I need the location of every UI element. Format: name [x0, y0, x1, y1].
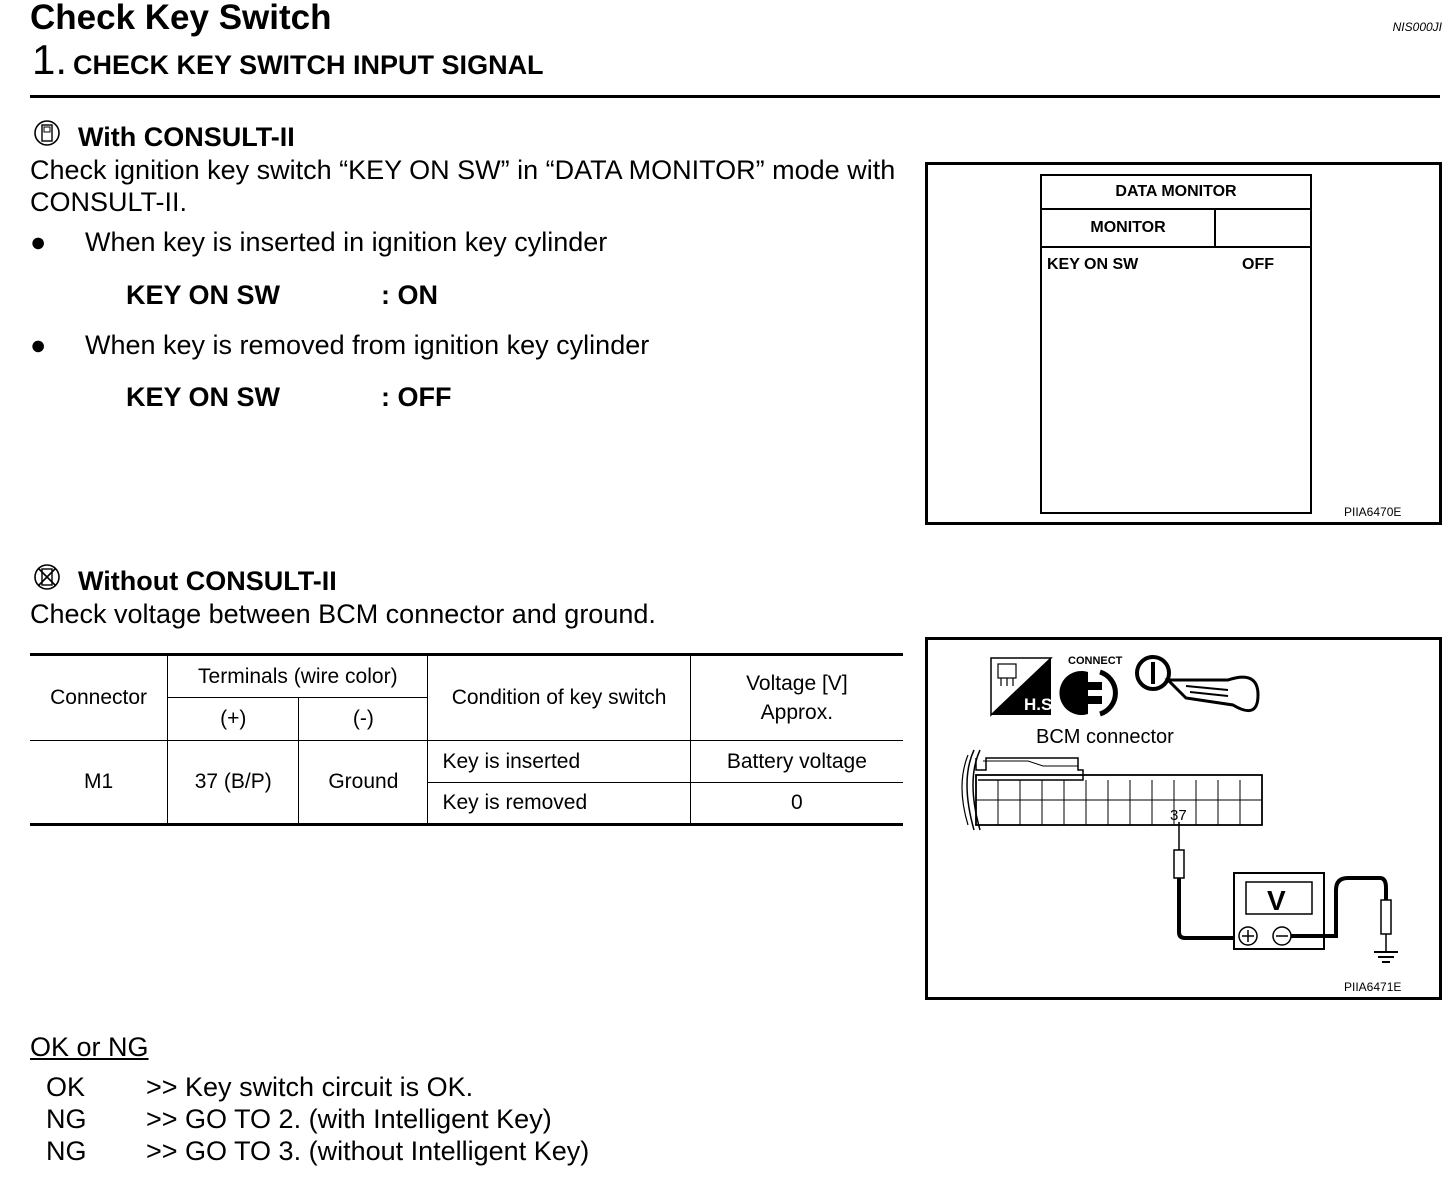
th-voltage [690, 655, 903, 741]
hs-label: H.S. [1024, 695, 1058, 714]
value-removed [126, 382, 451, 413]
page-title: Check Key Switch [30, 0, 332, 37]
bullet-inserted: ● When key is inserted in ignition key cylinder [30, 227, 608, 257]
th-connector: Connector [30, 655, 168, 741]
value-text: : ON [381, 280, 438, 310]
th-terminals: Terminals (wire color) [168, 655, 428, 698]
connect-label: CONNECT [1068, 655, 1123, 667]
no-consult-icon [32, 562, 62, 592]
th-condition: Condition of key switch [428, 655, 690, 741]
value-key: KEY ON SW [126, 382, 281, 412]
result-ok [46, 1072, 473, 1103]
monitor-item: KEY ON SW [1047, 256, 1139, 273]
bullet-removed: ● When key is removed from ignition key cylinder [30, 330, 650, 360]
bcm-diagram [928, 640, 1439, 997]
cell-plus: 37 (B/P) [168, 741, 299, 825]
monitor-column: MONITOR [1042, 210, 1216, 246]
cell-condition: Key is removed [428, 783, 690, 825]
value-text: : OFF [381, 382, 452, 412]
monitor-column-row [1042, 210, 1310, 248]
value-inserted [126, 280, 438, 311]
cell-connector: M1 [30, 741, 168, 825]
voltage-table [30, 653, 903, 826]
meter-label: V [1267, 885, 1286, 916]
step-title: CHECK KEY SWITCH INPUT SIGNAL [73, 50, 544, 80]
data-monitor-figure [925, 162, 1442, 525]
monitor-screen [1040, 174, 1312, 514]
th-minus: (-) [299, 698, 428, 741]
result-status: NG [46, 1136, 87, 1166]
consult-icon [32, 118, 62, 148]
th-plus: (+) [168, 698, 299, 741]
ignition-key-icon [1137, 657, 1258, 711]
divider [30, 95, 1440, 98]
figure-code: PIIA6471E [1344, 980, 1402, 994]
result-ng-no-intelligent [46, 1136, 589, 1167]
with-consult-instruction: Check ignition key switch “KEY ON SW” in “DATA MONITOR” mode with CONSULT-II. [30, 155, 896, 217]
result-status: NG [46, 1104, 87, 1134]
terminal-number: 37 [1170, 807, 1187, 824]
result-action: >> GO TO 2. (with Intelligent Key) [146, 1104, 552, 1134]
reference-code: NIS000JI [1392, 20, 1442, 34]
without-consult-heading: Without CONSULT-II [78, 566, 337, 596]
result-heading: OK or NG [30, 1032, 149, 1062]
bcm-figure [925, 637, 1442, 1000]
step-heading [32, 36, 544, 84]
cell-minus: Ground [299, 741, 428, 825]
result-action: >> GO TO 3. (without Intelligent Key) [146, 1136, 590, 1166]
th-voltage-unit: Voltage [V] [746, 672, 848, 695]
bullet-text: When key is inserted in ignition key cylinder [85, 227, 608, 257]
ground-icon [1374, 952, 1398, 962]
cell-voltage: Battery voltage [690, 741, 903, 783]
figure-code: PIIA6470E [1344, 505, 1402, 519]
th-voltage-approx: Approx. [760, 701, 834, 724]
terminal-grid [976, 780, 1262, 825]
with-consult-heading: With CONSULT-II [78, 122, 295, 152]
cell-voltage: 0 [690, 783, 903, 825]
value-key: KEY ON SW [126, 280, 281, 310]
result-action: >> Key switch circuit is OK. [146, 1072, 474, 1102]
bcm-connector-label: BCM connector [1036, 726, 1174, 748]
bullet-text: When key is removed from ignition key cylinder [85, 330, 650, 360]
cell-condition: Key is inserted [428, 741, 690, 783]
without-consult-instruction: Check voltage between BCM connector and ground. [30, 599, 656, 629]
step-number: 1. [32, 36, 68, 83]
result-ng-intelligent [46, 1104, 552, 1135]
monitor-header: DATA MONITOR [1042, 176, 1310, 210]
monitor-item-value: OFF [1242, 256, 1274, 273]
connect-icon [1059, 671, 1115, 715]
result-status: OK [46, 1072, 86, 1102]
